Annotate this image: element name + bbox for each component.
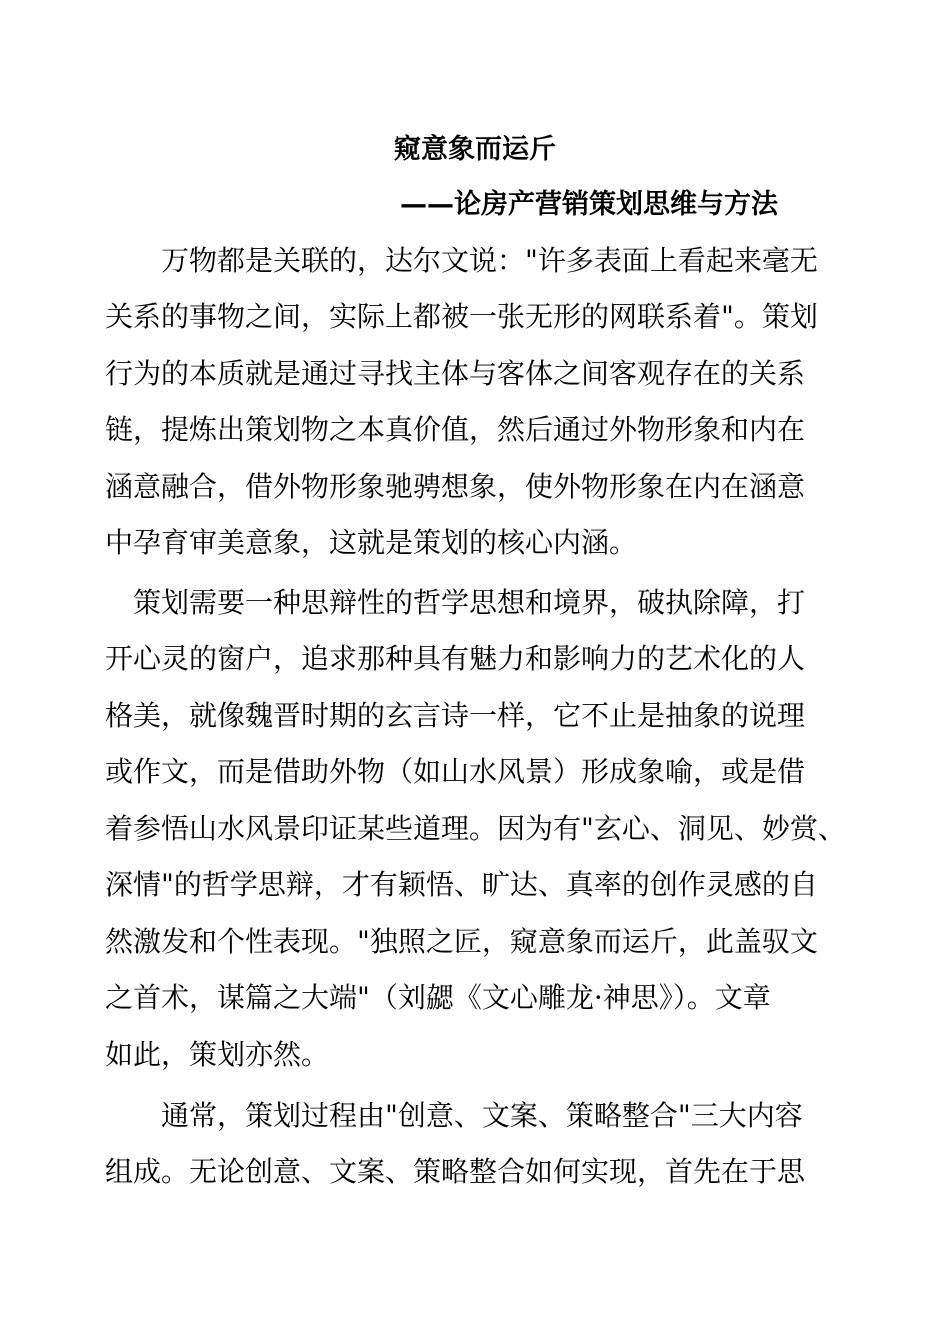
paragraph-line: 着参悟山水风景印证某些道理。因为有"玄心、洞见、妙赏、 [105, 812, 846, 845]
document-subtitle: ——论房产营销策划思维与方法 [400, 189, 778, 220]
paragraph-line: 中孕育审美意象，这就是策划的核心内涵。 [105, 526, 638, 559]
document-title: 窥意象而运斤 [394, 134, 556, 165]
paragraph-line: 组成。无论创意、文案、策略整合如何实现，首先在于思 [105, 1155, 806, 1188]
paragraph-line: 格美，就像魏晋时期的玄言诗一样，它不止是抽象的说理 [105, 699, 806, 732]
paragraph-line: 如此，策划亦然。 [105, 1038, 330, 1071]
paragraph-line: 深情"的哲学思辩，才有颖悟、旷达、真率的创作灵感的自 [105, 868, 818, 901]
paragraph-line: 开心灵的窗户，追求那种具有魅力和影响力的艺术化的人 [105, 642, 806, 675]
paragraph-line: 之首术，谋篇之大端"（刘勰《文心雕龙·神思》）。文章 [105, 981, 771, 1014]
paragraph-line: 通常，策划过程由"创意、文案、策略整合"三大内容 [105, 1099, 803, 1132]
paragraph-line: 万物都是关联的，达尔文说："许多表面上看起来毫无 [105, 244, 818, 277]
paragraph-line: 然激发和个性表现。"独照之匠，窥意象而运斤，此盖驭文 [105, 925, 818, 958]
paragraph-line: 关系的事物之间，实际上都被一张无形的网联系着"。策划 [105, 300, 818, 333]
paragraph-line: 链，提炼出策划物之本真价值，然后通过外物形象和内在 [105, 413, 806, 446]
paragraph-line: 或作文，而是借助外物（如山水风景）形成象喻，或是借 [105, 755, 806, 788]
paragraph-line: 行为的本质就是通过寻找主体与客体之间客观存在的关系 [105, 357, 806, 390]
paragraph-line: 策划需要一种思辩性的哲学思想和境界，破执除障，打 [105, 586, 806, 619]
paragraph-line: 涵意融合，借外物形象驰骋想象，使外物形象在内在涵意 [105, 470, 806, 503]
